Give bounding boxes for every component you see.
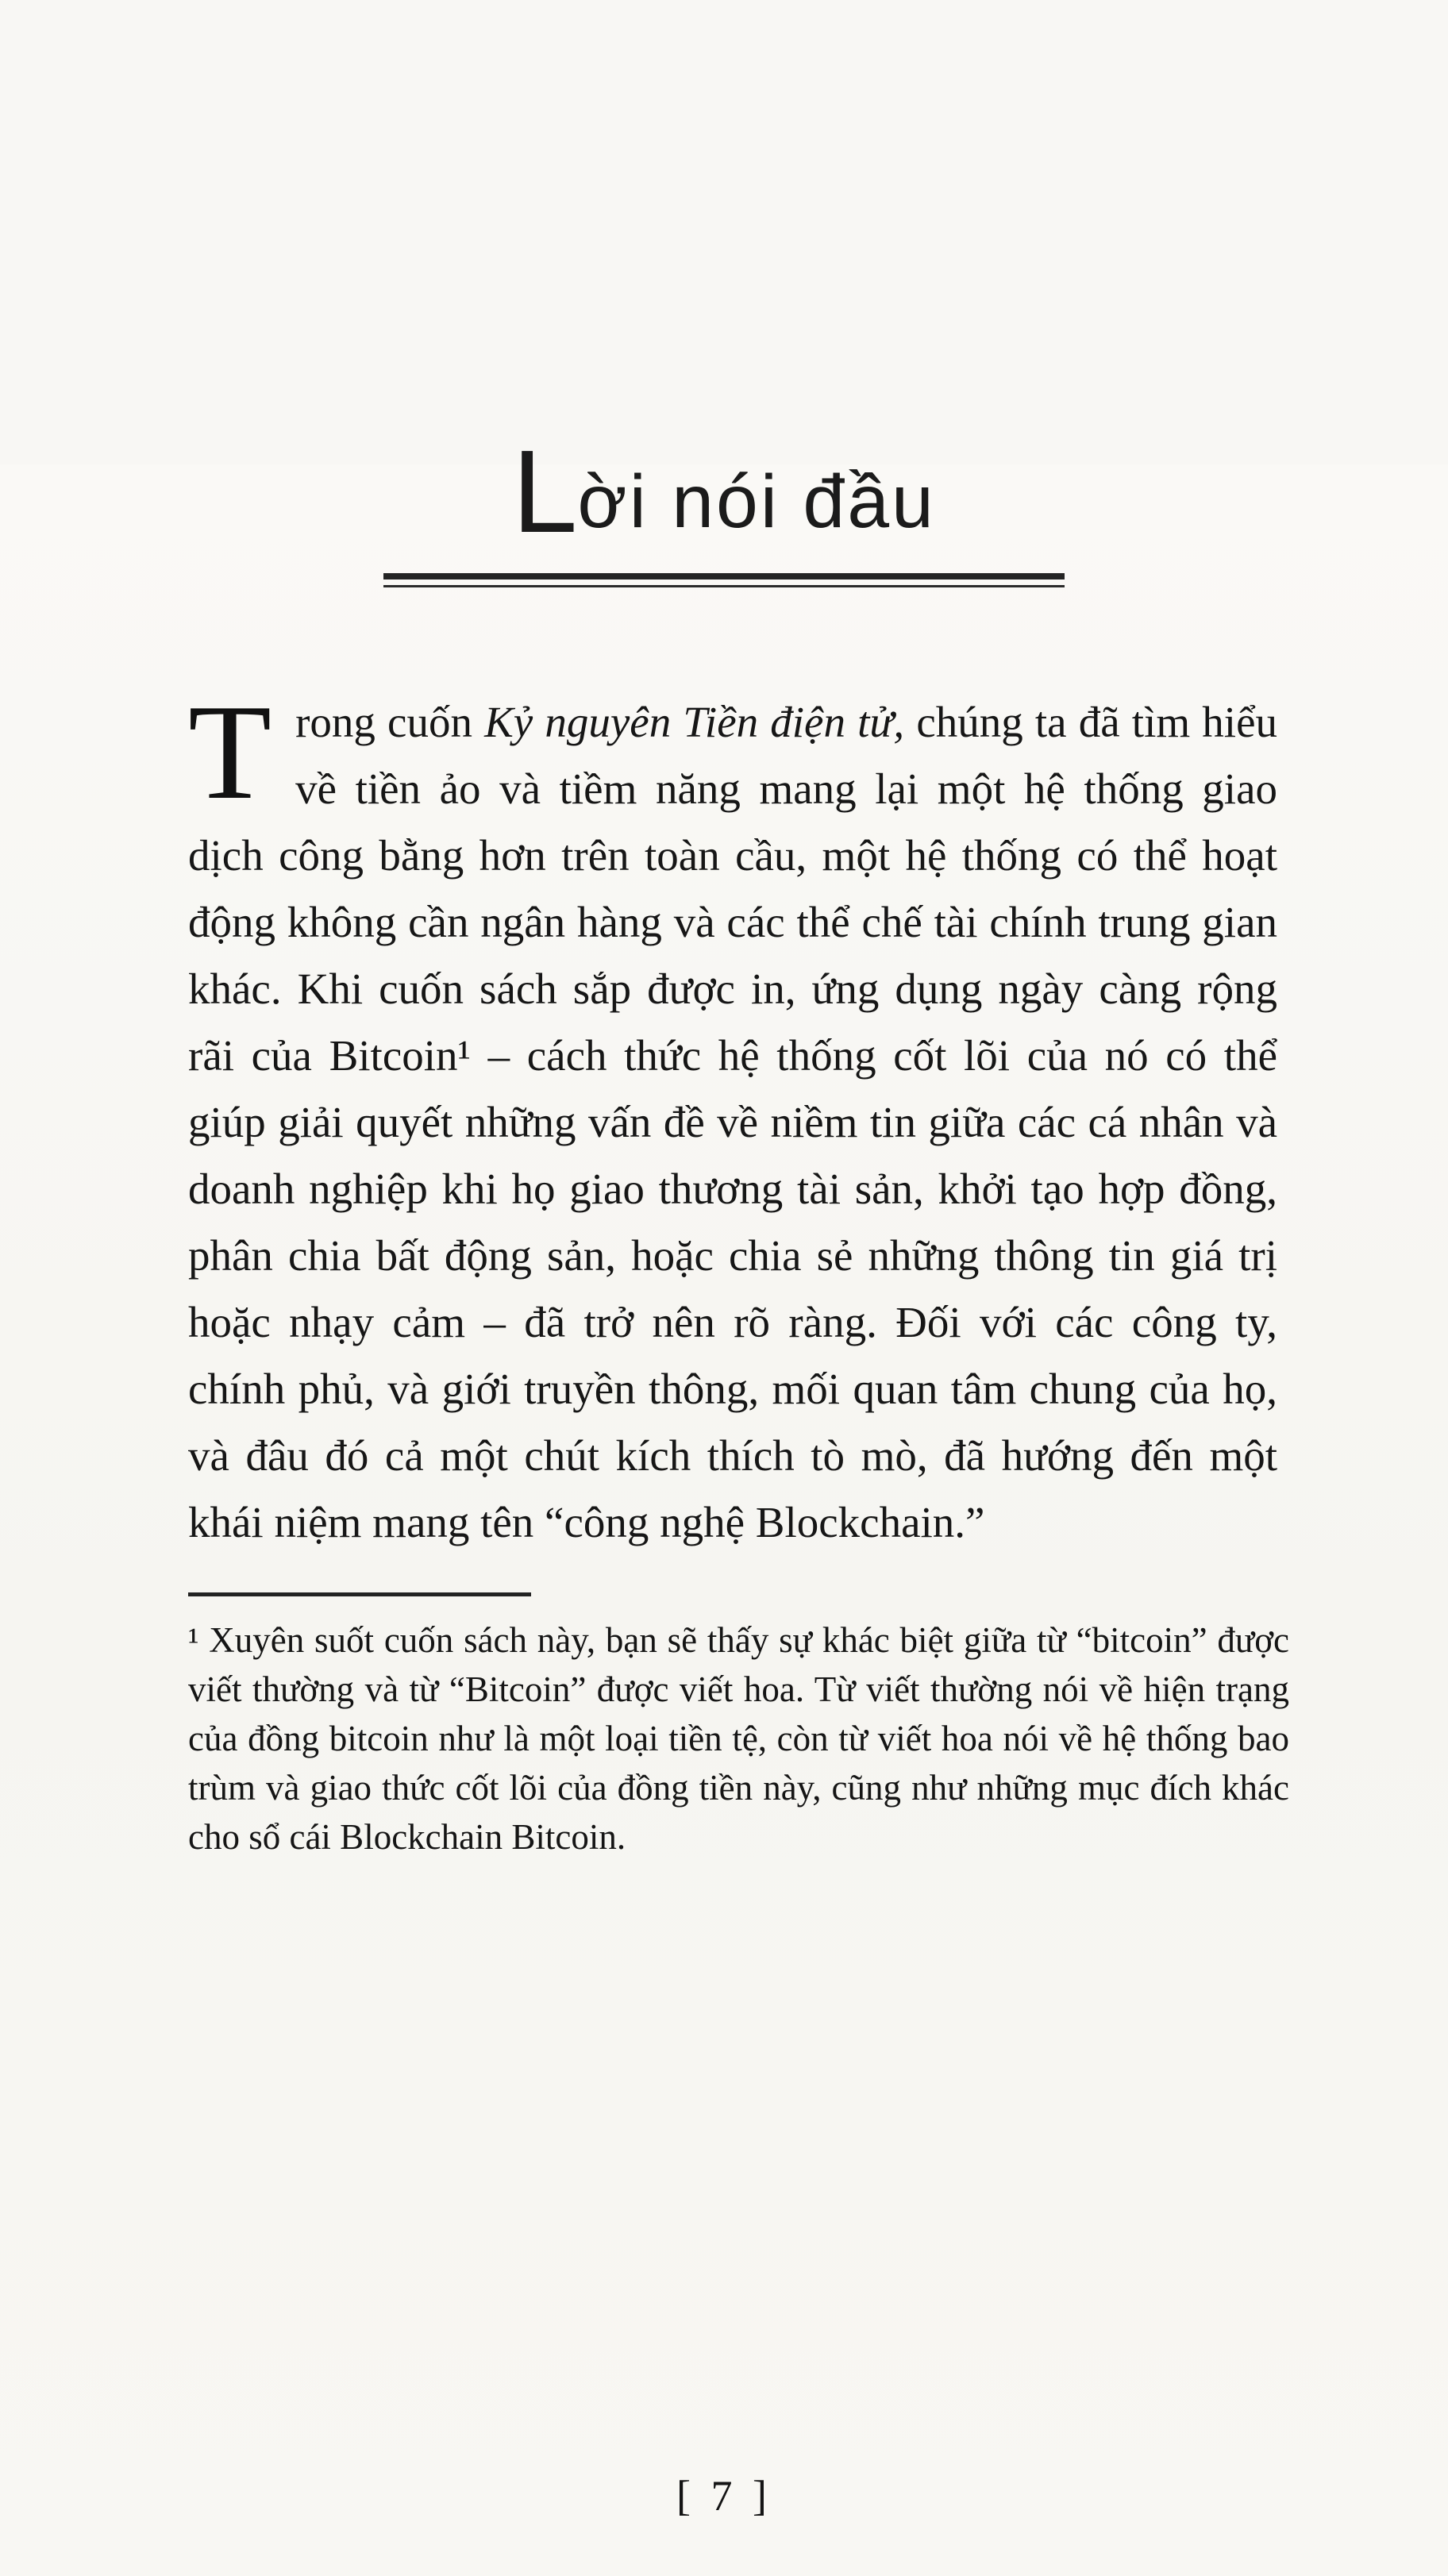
chapter-title-rest: ời nói đầu	[577, 460, 936, 544]
page-number: [ 7 ]	[676, 2472, 772, 2520]
body-text-before-italic: rong cuốn	[295, 698, 485, 746]
body-text-block	[188, 677, 1277, 1556]
footnote-text: ¹ Xuyên suốt cuốn sách này, bạn sẽ thấy sự khác biệt giữa từ “bitcoin” được viết thường và từ “Bitcoin” được viết hoa. Từ viết thường nói về hiện trạng của đồng bitcoin như là một loại tiền tệ, còn từ viết hoa nói về hệ thống bao trùm và giao thức cốt lõi của đồng tiền này, cũng như những mục đích khác cho sổ cái Blockchain Bitcoin.	[188, 1620, 1289, 1857]
footnote-block	[188, 1615, 1289, 1862]
body-text-after-italic: chúng ta đã tìm hiểu về tiền ảo và tiềm năng mang lại một hệ thống giao dịch công bằng hơn trên toàn cầu, một hệ thống có thể hoạt động không cần ngân hàng và các thể chế tài chính trung gian khác. Khi cuốn sách sắp được in, ứng dụng ngày càng rộng rãi của Bitcoin¹ – cách thức hệ thống cốt lõi của nó có thể giúp giải quyết những vấn đề về niềm tin giữa các cá nhân và doanh nghiệp khi họ giao thương tài sản, khởi tạo hợp đồng, phân chia bất động sản, hoặc chia sẻ những thông tin giá trị hoặc nhạy cảm – đã trở nên rõ ràng. Đối với các công ty, chính phủ, và giới truyền thông, mối quan tâm chung của họ, và đâu đó cả một chút kích thích tò mò, đã hướng đến một khái niệm mang tên “công nghệ Blockchain.”	[188, 698, 1277, 1546]
chapter-title-initial: L	[512, 426, 578, 557]
drop-cap: T	[188, 677, 272, 828]
body-paragraph	[188, 677, 1277, 1556]
body-text-italic-book-title: Kỷ nguyên Tiền điện tử,	[484, 698, 905, 746]
book-page	[0, 426, 1448, 2576]
footnote-separator-rule	[188, 1592, 531, 1596]
chapter-title	[0, 426, 1448, 557]
title-divider-rule	[383, 573, 1065, 587]
